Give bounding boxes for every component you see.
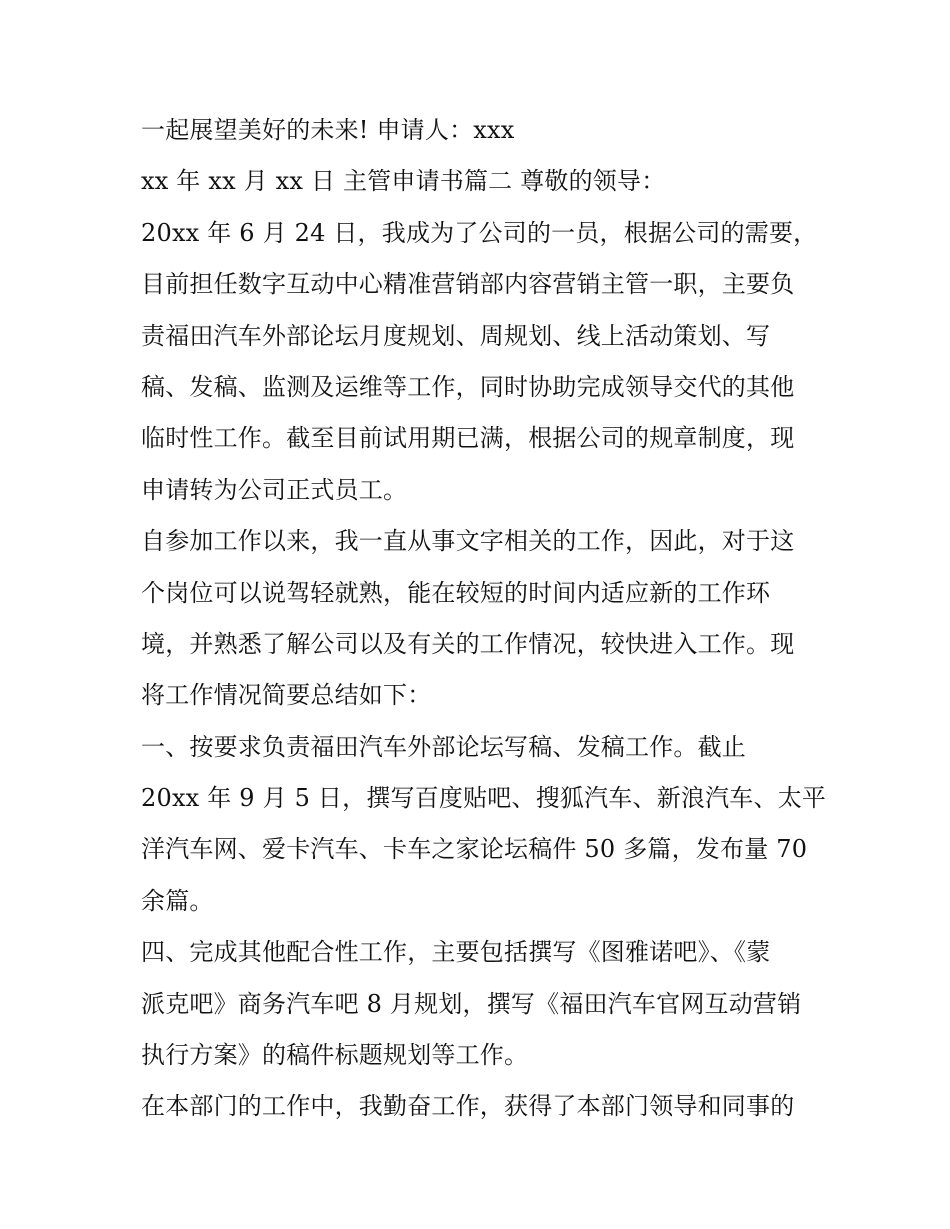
text-line: 境，并熟悉了解公司以及有关的工作情况，较快进入工作。现 [141,629,795,658]
document-body [141,105,827,1133]
text-line: 20xx 年 6 月 24 日，我成为了公司的一员，根据公司的需要， [141,218,818,247]
text-line: 自参加工作以来，我一直从事文字相关的工作，因此，对于这 [141,527,795,556]
text-line: 洋汽车网、爱卡汽车、卡车之家论坛稿件 50 多篇，发布量 70 [141,835,808,864]
text-line: xx 年 xx 月 xx 日 主管申请书篇二 尊敬的领导： [141,167,666,196]
text-line: 申请转为公司正式员工。 [141,475,408,504]
text-line: 稿、发稿、监测及运维等工作，同时协助完成领导交代的其他 [141,372,795,401]
text-line: 将工作情况简要总结如下： [141,681,432,710]
text-line: 20xx 年 9 月 5 日，撰写百度贴吧、搜狐汽车、新浪汽车、太平 [141,784,827,813]
text-line: 派克吧》商务汽车吧 8 月规划，撰写《福田汽车官网互动营销 [141,989,802,1018]
text-line: 四、完成其他配合性工作，主要包括撰写《图雅诺吧》、《蒙 [141,938,771,967]
text-line: 一起展望美好的未来! 申请人：xxx [141,116,515,144]
text-line: 责福田汽车外部论坛月度规划、周规划、线上活动策划、写 [141,321,771,350]
text-line: 个岗位可以说驾轻就熟，能在较短的时间内适应新的工作环 [141,578,771,607]
text-line: 余篇。 [141,886,214,915]
text-line: 一、按要求负责福田汽车外部论坛写稿、发稿工作。截止 [141,732,746,761]
text-line: 临时性工作。截至目前试用期已满，根据公司的规章制度，现 [141,424,795,453]
text-line: 在本部门的工作中，我勤奋工作，获得了本部门领导和同事的 [141,1092,795,1121]
text-line: 目前担任数字互动中心精准营销部内容营销主管一职，主要负 [141,270,795,299]
text-line: 执行方案》的稿件标题规划等工作。 [141,1041,529,1070]
